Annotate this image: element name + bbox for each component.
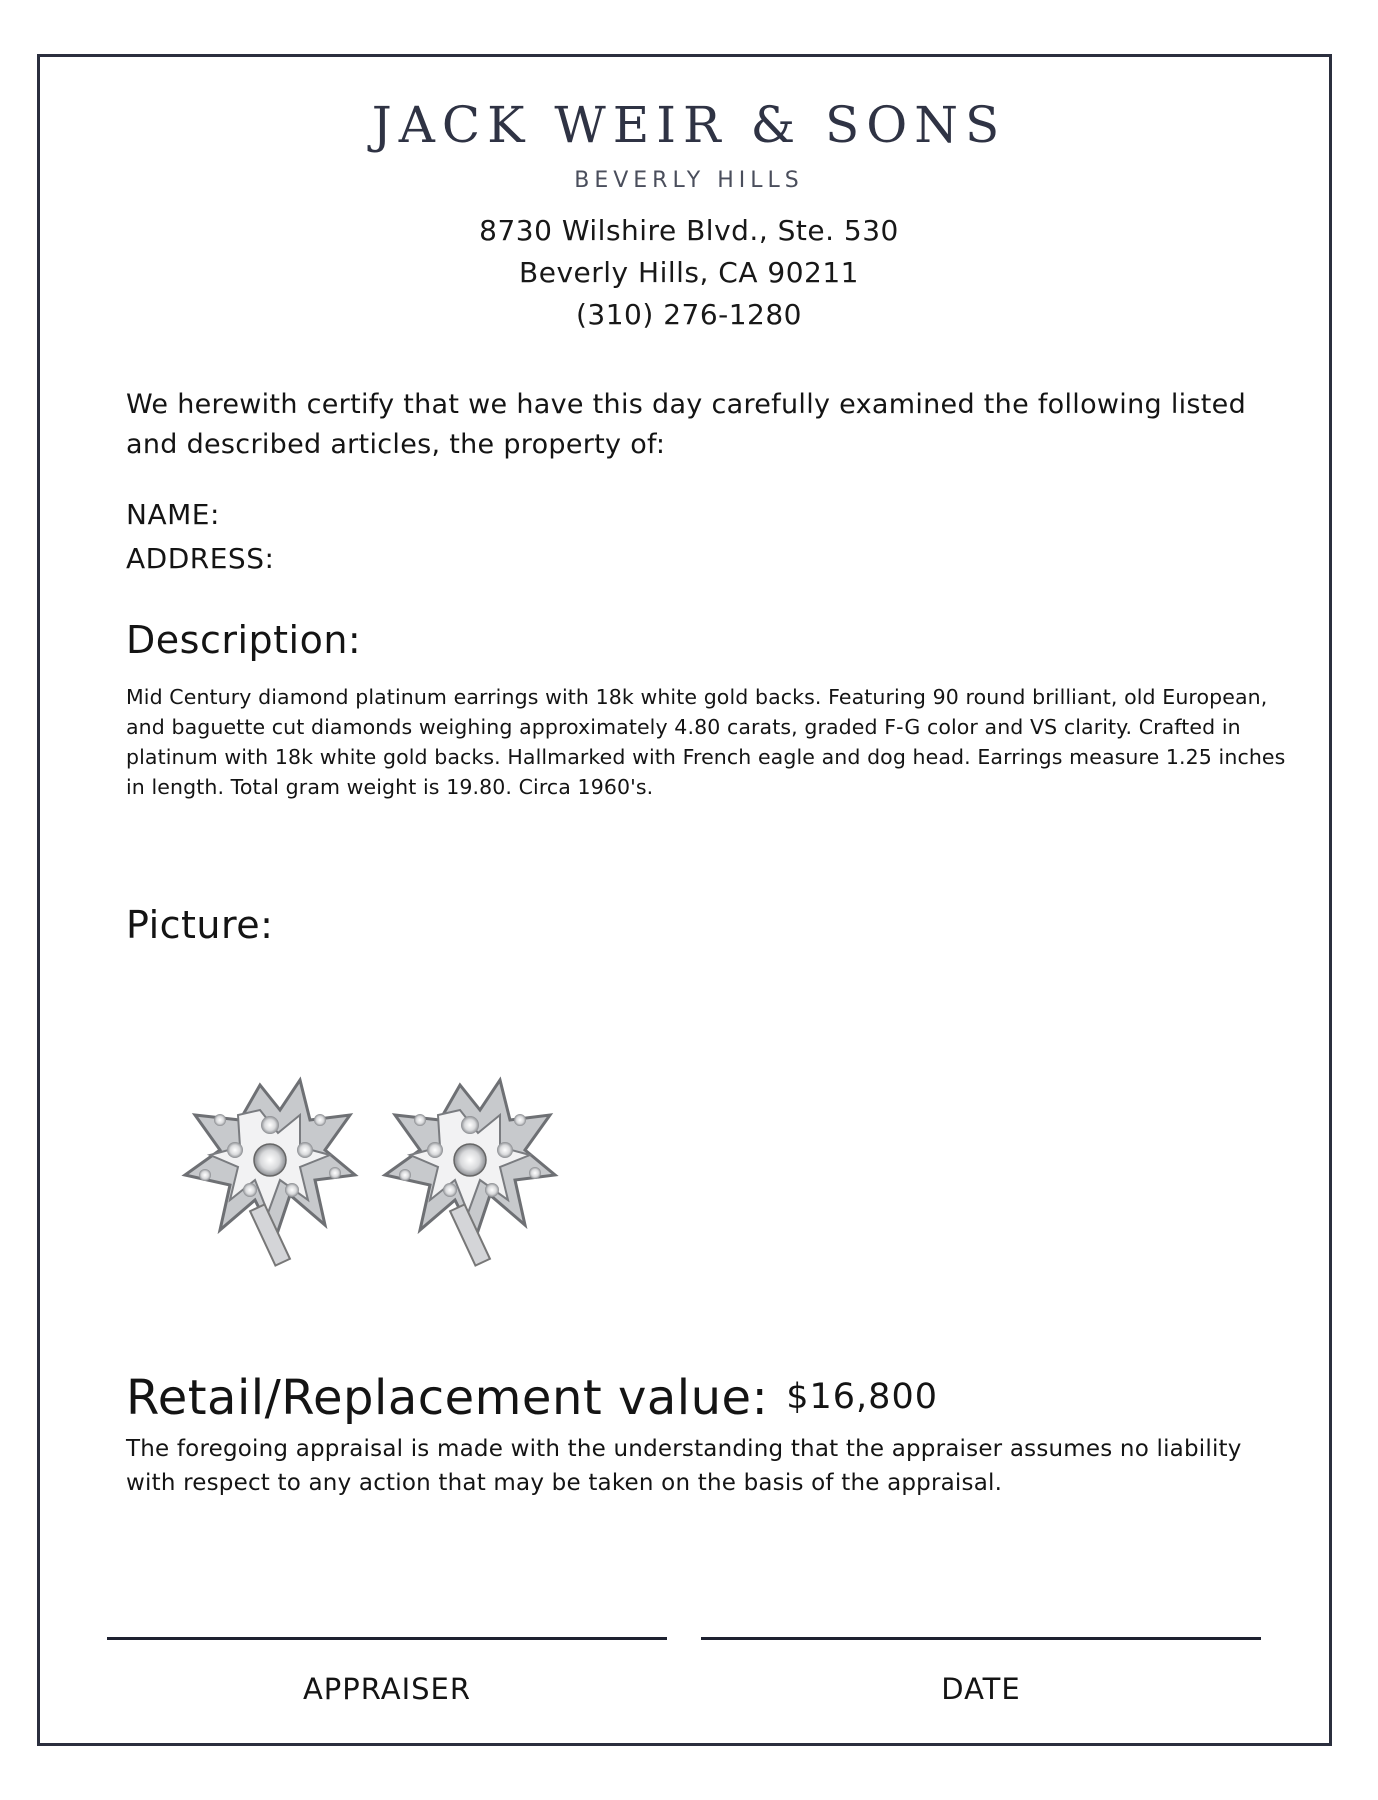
address-label: ADDRESS: <box>126 542 275 575</box>
disclaimer-text: The foregoing appraisal is made with the understanding that the appraiser assumes no liability with respect to any action that may be taken on the basis of the appraisal. <box>126 1436 1242 1496</box>
brand-location: BEVERLY HILLS <box>574 168 804 193</box>
earrings-photo <box>160 1065 580 1285</box>
name-label: NAME: <box>126 498 220 531</box>
valuation-label: Retail/Replacement value: <box>126 1370 769 1426</box>
date-label: DATE <box>941 1672 1021 1706</box>
brand-name: JACK WEIR & SONS <box>371 96 1007 154</box>
description-heading: Description: <box>126 618 362 662</box>
valuation-line <box>126 1370 938 1426</box>
valuation-amount: $16,800 <box>786 1377 938 1417</box>
address-line-1: 8730 Wilshire Blvd., Ste. 530 <box>479 214 899 247</box>
phone-number: (310) 276-1280 <box>576 298 802 331</box>
certification-text: We herewith certify that we have this day carefully examined the following listed and described articles, the property of: <box>126 389 1247 460</box>
appraiser-label: APPRAISER <box>302 1672 472 1706</box>
description-text: Mid Century diamond platinum earrings with 18k white gold backs. Featuring 90 round brilliant, old European, and baguette cut diamonds weighing approximately 4.80 carats, graded F-G color and VS clarity. Crafted in platinum with 18k white gold backs. Hallmarked with French eagle and dog head. Earrings measure 1.25 inches in length. Total gram weight is 19.80. Circa 1960's. <box>126 685 1286 799</box>
picture-heading: Picture: <box>126 903 274 947</box>
appraiser-signature-line <box>107 1637 667 1640</box>
date-signature-line <box>701 1637 1261 1640</box>
address-line-2: Beverly Hills, CA 90211 <box>519 256 859 289</box>
